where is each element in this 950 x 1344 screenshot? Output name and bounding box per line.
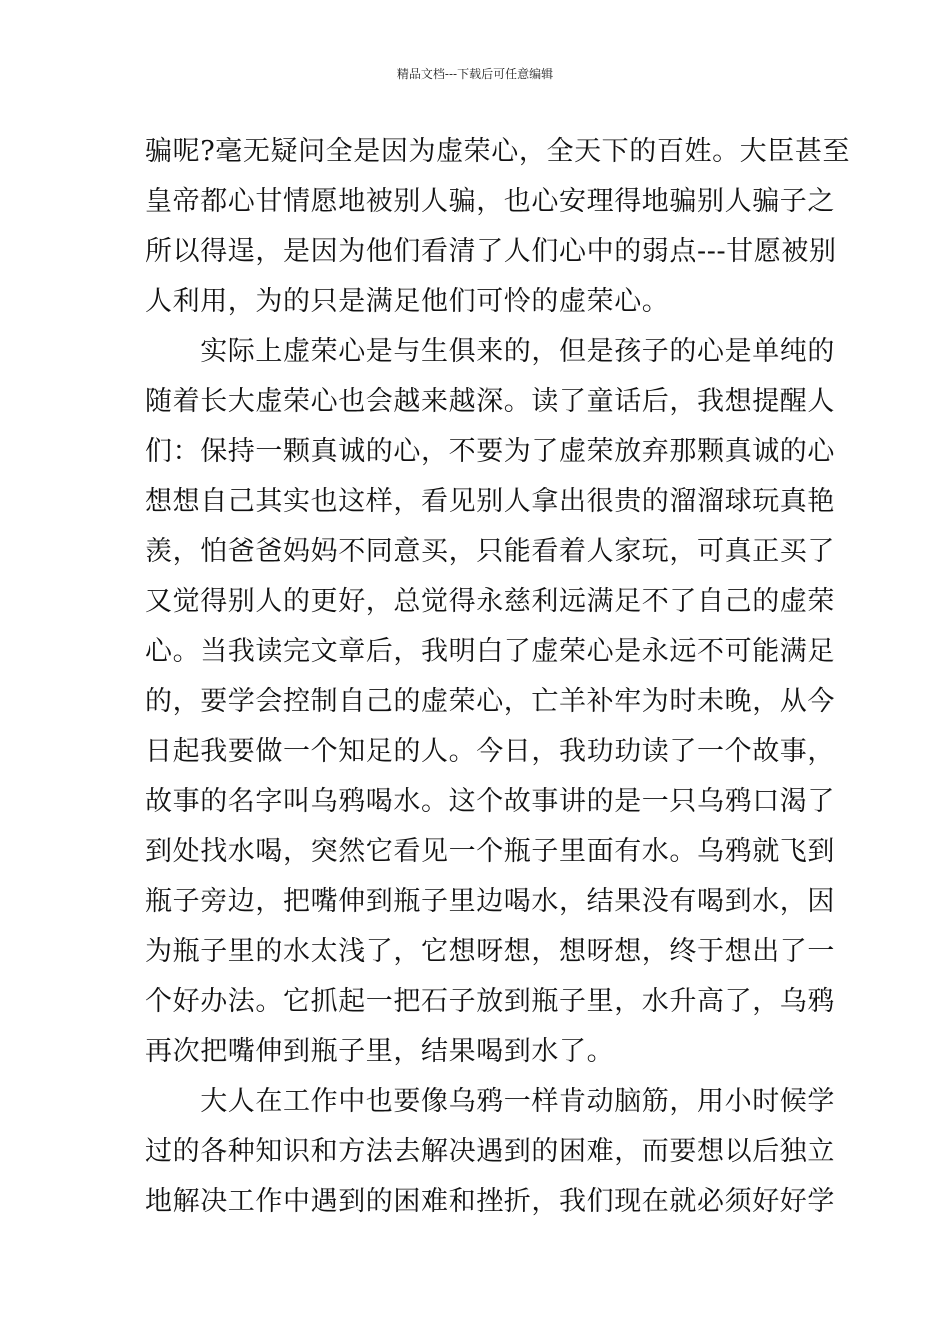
text-line: 随着长大虚荣心也会越来越深。读了童话后，我想提醒人 bbox=[145, 386, 835, 417]
text-line: 骗呢?毫无疑问全是因为虚荣心，全天下的百姓。大臣甚至 bbox=[145, 136, 851, 167]
text-line: 再次把嘴伸到瓶子里，结果喝到水了。 bbox=[145, 1036, 615, 1067]
text-line: 瓶子旁边，把嘴伸到瓶子里边喝水，结果没有喝到水，因 bbox=[145, 886, 835, 917]
text-line: 人利用，为的只是满足他们可怜的虚荣心。 bbox=[145, 286, 670, 317]
text-line: 故事的名字叫乌鸦喝水。这个故事讲的是一只乌鸦口渴了 bbox=[145, 786, 835, 817]
text-line: 的，要学会控制自己的虚荣心，亡羊补牢为时未晚，从今 bbox=[145, 686, 835, 717]
text-line: 实际上虚荣心是与生俱来的，但是孩子的心是单纯的 bbox=[145, 336, 835, 367]
text-line: 又觉得别人的更好，总觉得永慈利远满足不了自己的虚荣 bbox=[145, 586, 835, 617]
text-line: 为瓶子里的水太浅了，它想呀想，想呀想，终于想出了一 bbox=[145, 936, 835, 967]
text-line: 地解决工作中遇到的困难和挫折，我们现在就必须好好学 bbox=[145, 1186, 835, 1217]
text-line: 心。当我读完文章后，我明白了虚荣心是永远不可能满足 bbox=[145, 636, 835, 667]
text-line: 皇帝都心甘情愿地被别人骗，也心安理得地骗别人骗子之 bbox=[145, 186, 835, 217]
text-line: 所以得逞，是因为他们看清了人们心中的弱点---甘愿被别 bbox=[145, 236, 837, 267]
text-line: 到处找水喝，突然它看见一个瓶子里面有水。乌鸦就飞到 bbox=[145, 836, 835, 867]
page-header: 精品文档---下载后可任意编辑 bbox=[396, 67, 554, 81]
text-line: 日起我要做一个知足的人。今日，我玏玏读了一个故事， bbox=[145, 736, 835, 767]
text-line: 大人在工作中也要像乌鸦一样肯动脑筋，用小时候学 bbox=[145, 1086, 835, 1117]
text-line: 个好办法。它抓起一把石子放到瓶子里，水升高了，乌鸦 bbox=[145, 986, 835, 1017]
text-line: 羡，怕爸爸妈妈不同意买，只能看着人家玩，可真正买了 bbox=[145, 536, 835, 567]
text-line: 想想自己其实也这样，看见别人拿出很贵的溜溜球玩真艳 bbox=[145, 486, 835, 517]
text-line: 们：保持一颗真诚的心，不要为了虚荣放弃那颗真诚的心 bbox=[145, 436, 835, 467]
text-line: 过的各种知识和方法去解决遇到的困难，而要想以后独立 bbox=[145, 1136, 835, 1167]
